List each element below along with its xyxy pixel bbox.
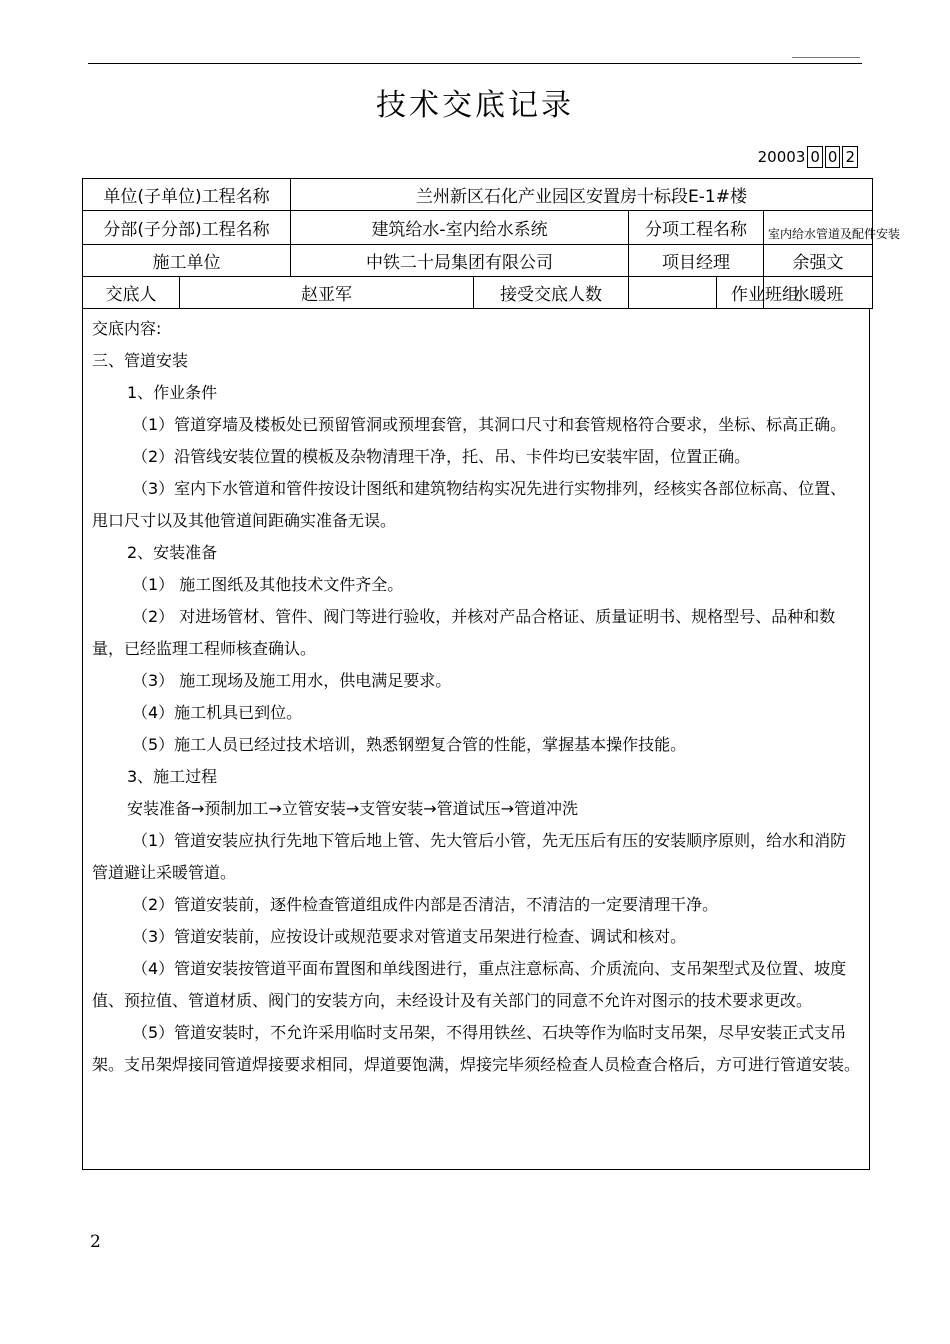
paragraph: （3） 施工现场及施工用水，供电满足要求。 (132, 671, 452, 690)
document-number-box: 0 (807, 146, 823, 168)
paragraph: （1） 施工图纸及其他技术文件齐全。 (132, 575, 404, 594)
paragraph: （4）管道安装按管道平面布置图和单线图进行，重点注意标高、介质流向、支吊架型式及位置、坡度值、预拉值、管道材质、阀门的安装方向，未经设计及有关部门的同意不允许对图示的技术要求更改。 (92, 959, 847, 1010)
paragraph: （2）沿管线安装位置的模板及杂物清理干净，托、吊、卡件均已安装牢固，位置正确。 (132, 447, 751, 466)
document-number (758, 146, 858, 168)
page-title: 技术交底记录 (376, 88, 574, 123)
subsection-heading: 2、安装准备 (127, 543, 218, 562)
paragraph: （1）管道安装应执行先地下管后地上管、先大管后小管，先无压后有压的安装顺序原则，给水和消防管道避让采暖管道。 (92, 831, 847, 882)
paragraph: （5）管道安装时，不允许采用临时支吊架，不得用铁丝、石块等作为临时支吊架，尽早安装正式支吊架。支吊架焊接同管道焊接要求相同，焊道要饱满，焊接完毕须经检查人员检查合格后，方可进行管道安装。 (92, 1023, 861, 1074)
work-team-label: 作业班组 (717, 277, 764, 309)
paragraph: （5）施工人员已经过技术培训，熟悉钢塑复合管的性能，掌握基本操作技能。 (132, 735, 687, 754)
subitem-name-label: 分项工程名称 (629, 211, 764, 245)
division-name-label: 分部(子分部)工程名称 (83, 211, 291, 245)
construction-unit-label: 施工单位 (83, 245, 291, 277)
briefing-content (82, 309, 870, 1170)
header-table (82, 178, 901, 309)
document-number-prefix: 20003 (757, 148, 806, 166)
paragraph: （3）管道安装前，应按设计或规范要求对管道支吊架进行检查、调试和核对。 (132, 927, 687, 946)
presenter-label: 交底人 (83, 277, 180, 309)
work-team-value: 水暖班 (764, 277, 873, 309)
project-manager-value: 余强文 (764, 245, 873, 277)
paragraph: （1）管道穿墙及楼板处已预留管洞或预埋套管，其洞口尺寸和套管规格符合要求，坐标、标高正确。 (132, 415, 847, 434)
division-name-value: 建筑给水-室内给水系统 (291, 211, 629, 245)
project-manager-label: 项目经理 (629, 245, 764, 277)
top-rule (88, 63, 862, 64)
presenter-value: 赵亚军 (180, 277, 474, 309)
recipient-count-value (629, 277, 717, 309)
page-number: 2 (90, 1232, 101, 1252)
paragraph: （4）施工机具已到位。 (132, 703, 303, 722)
top-mark (792, 57, 860, 58)
subsection-heading: 3、施工过程 (127, 767, 218, 786)
project-name-label: 单位(子单位)工程名称 (83, 179, 291, 211)
recipient-count-label: 接受交底人数 (474, 277, 629, 309)
paragraph: （2） 对进场管材、管件、阀门等进行验收，并核对产品合格证、质量证明书、规格型号、品种和数量，已经监理工程师核查确认。 (92, 607, 836, 658)
subsection-heading: 1、作业条件 (127, 383, 218, 402)
section-heading: 三、管道安装 (92, 351, 189, 370)
construction-unit-value: 中铁二十局集团有限公司 (291, 245, 629, 277)
subitem-name-value: 室内给水管道及配件安装 (764, 211, 873, 245)
paragraph: （2）管道安装前，逐件检查管道组成件内部是否清洁，不清洁的一定要清理干净。 (132, 895, 719, 914)
content-heading: 交底内容: (92, 319, 162, 338)
document-number-box: 2 (842, 146, 858, 168)
process-flow: 安装准备→预制加工→立管安装→支管安装→管道试压→管道冲洗 (127, 799, 579, 818)
paragraph: （3）室内下水管道和管件按设计图纸和建筑物结构实况先进行实物排列，经核实各部位标高、位置、甩口尺寸以及其他管道间距确实准备无误。 (92, 479, 847, 530)
document-number-box: 0 (825, 146, 841, 168)
project-name-value: 兰州新区石化产业园区安置房十标段E-1#楼 (291, 179, 873, 211)
